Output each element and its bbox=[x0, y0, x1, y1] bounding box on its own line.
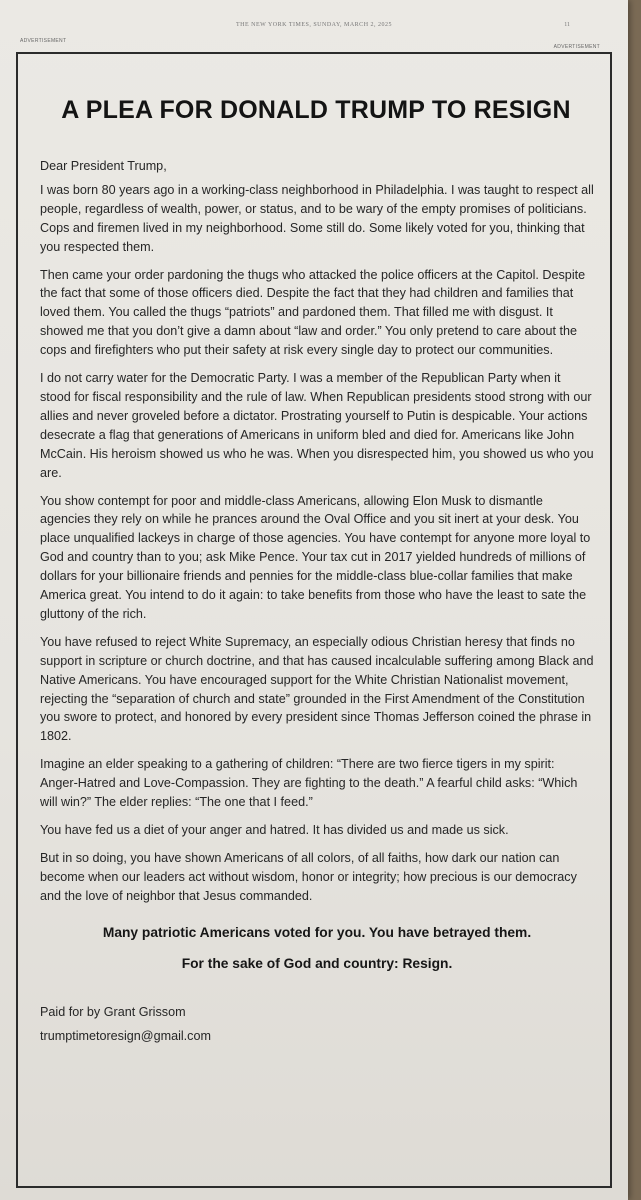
salutation: Dear President Trump, bbox=[40, 159, 167, 173]
closing-statement: Many patriotic Americans voted for you. You have betrayed them. bbox=[102, 924, 532, 940]
contact-email: trumptimetoresign@gmail.com bbox=[40, 1029, 211, 1044]
advertisement-label-left: ADVERTISEMENT bbox=[20, 38, 67, 44]
paragraph: You have fed us a diet of your anger and hatred. It has divided us and made us sick. bbox=[40, 823, 509, 837]
paragraph: But in so doing, you have shown Americans of all colors, of all faiths, how dark our nation can become when our leaders act without wisdom, honor or integrity; how precious is our democracy and the love of neighbor that Jesus commanded. bbox=[40, 850, 577, 903]
page-number: 11 bbox=[564, 22, 570, 28]
paragraph: You have refused to reject White Supremacy, an especially odious Christian heresy that finds no support in scripture or church doctrine, and that has caused incalculable suffering among Black and Native Americans. You have encouraged support for the White Christian Nationalist movement, rejecting the “separation of church and state” grounded in the First Amendment of the Constitution you swore to protect, and honored by every president since Thomas Jefferson coined the phrase in 1802. bbox=[40, 634, 594, 744]
paragraph: I do not carry water for the Democratic Party. I was a member of the Republican Party when it stood for fiscal responsibility and the rule of law. When Republican presidents stood strong with our allies and never groveled before a dictator. Prostrating yourself to Putin is despicable. Your actions desecrate a flag that generations of Americans in uniform bled and died for. Americans like John McCain. His heroism showed us who he was. When you disrespected him, you showed us who you are. bbox=[40, 371, 594, 480]
newspaper-masthead: THE NEW YORK TIMES, SUNDAY, MARCH 2, 2025 bbox=[235, 22, 393, 28]
paid-for-line: Paid for by Grant Grissom bbox=[40, 1005, 186, 1020]
closing-call-to-resign: For the sake of God and country: Resign. bbox=[181, 955, 453, 971]
paragraph: You show contempt for poor and middle-class Americans, allowing Elon Musk to dismantle agencies they rely on while he prances around the Oval Office and you sit inert at your desk. You place unqualified lackeys in charge of those agencies. You have contempt for anyone more loyal to God and country than to you; ask Mike Pence. Your tax cut in 2017 yielded hundreds of millions of dollars for your billionaire friends and pennies for the middle-class blue-collar families that make America great. You intend to do it again: to take benefits from those who have the least to sate the gluttony of the rich. bbox=[40, 493, 591, 621]
advertisement-label-right: ADVERTISEMENT bbox=[553, 44, 600, 50]
paragraph: I was born 80 years ago in a working-class neighborhood in Philadelphia. I was taught to respect all people, regardless of wealth, power, or status, and to be wary of the empty promises of politicians. Cops and firemen lived in my neighborhood. Some still do. Some likely voted for you, thinking that you respected them. bbox=[40, 182, 594, 254]
ad-body bbox=[40, 157, 594, 1046]
advertisement-box bbox=[16, 52, 612, 1188]
paragraph: Then came your order pardoning the thugs who attacked the police officers at the Capitol. Despite the fact that some of those officers died. Despite the fact that they had children and families that loved them. You called the thugs “patriots” and pardoned them. That filled me with disgust. It showed me that you don’t give a damn about “law and order.” You only pretend to care about the cops and firefighters who put their safety at risk every single day to protect our communities. bbox=[40, 267, 586, 358]
paragraph: Imagine an elder speaking to a gathering of children: “There are two fierce tigers in my spirit: Anger-Hatred and Love-Compassion. They are fighting to the death.” A fearful child asks: “Which will win?” The elder replies: “The one that I feed.” bbox=[40, 757, 578, 810]
ad-headline: A PLEA FOR DONALD TRUMP TO RESIGN bbox=[61, 96, 571, 124]
